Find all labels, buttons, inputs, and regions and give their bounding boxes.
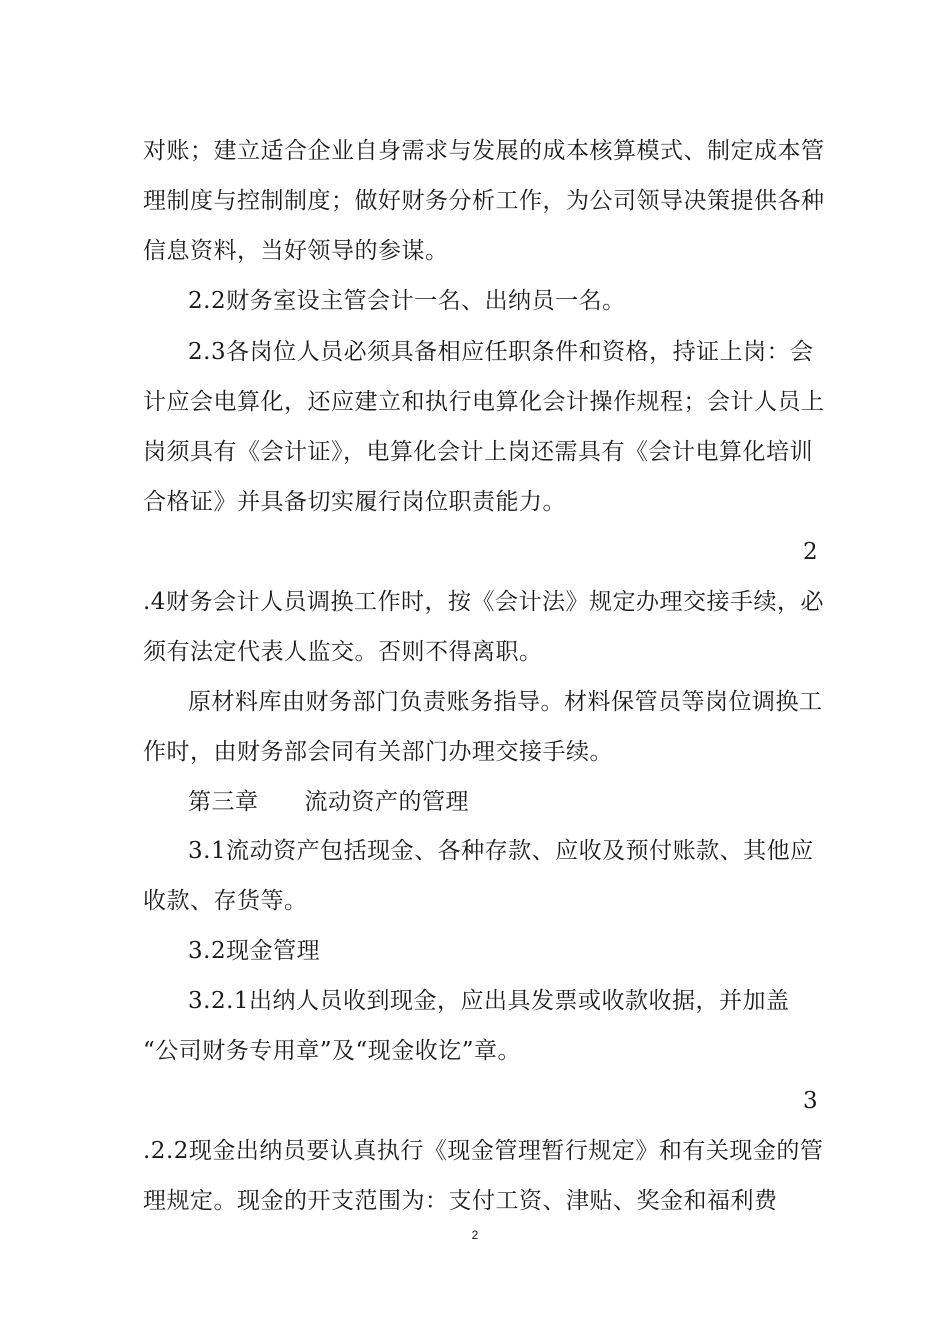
paragraph-line: 合格证》并具备切实履行岗位职责能力。 <box>143 489 566 515</box>
paragraph-line: 计应会电算化，还应建立和执行电算化会计操作规程；会计人员上 <box>143 389 825 415</box>
chapter-number: 第三章 <box>188 789 259 815</box>
page-number: 2 <box>471 1228 479 1242</box>
paragraph-line: 原材料库由财务部门负责账务指导。材料保管员等岗位调换工 <box>188 689 823 715</box>
paragraph-line: 须有法定代表人监交。否则不得离职。 <box>143 639 543 665</box>
paragraph-line: 作时，由财务部会同有关部门办理交接手续。 <box>143 739 613 765</box>
paragraph-line: 2.2财务室设主管会计一名、出纳员一名。 <box>188 288 626 314</box>
paragraph-line: 2.3各岗位人员必须具备相应任职条件和资格，持证上岗：会 <box>188 339 814 365</box>
split-section-number: 3 <box>803 1088 819 1114</box>
paragraph-line: 3.2.1出纳人员收到现金，应出具发票或收款收据，并加盖 <box>188 988 790 1014</box>
chapter-title: 流动资产的管理 <box>304 789 469 815</box>
paragraph-line: 信息资料，当好领导的参谋。 <box>143 238 449 264</box>
paragraph-line: .4财务会计人员调换工作时，按《会计法》规定办理交接手续，必 <box>143 589 824 615</box>
paragraph-line: 理制度与控制制度；做好财务分析工作，为公司领导决策提供各种 <box>143 188 825 214</box>
paragraph-line: 3.2现金管理 <box>188 938 321 964</box>
split-section-number: 2 <box>803 539 819 565</box>
paragraph-line: “公司财务专用章”及“现金收讫”章。 <box>143 1038 522 1064</box>
paragraph-line: 收款、存货等。 <box>143 888 308 914</box>
paragraph-line: 3.1流动资产包括现金、各种存款、应收及预付账款、其他应 <box>188 838 814 864</box>
paragraph-line: 理规定。现金的开支范围为：支付工资、津贴、奖金和福利费 <box>143 1188 778 1214</box>
paragraph-line: 岗须具有《会计证》，电算化会计上岗还需具有《会计电算化培训 <box>143 439 813 465</box>
chapter-heading <box>188 787 469 817</box>
paragraph-line: 对账；建立适合企业自身需求与发展的成本核算模式、制定成本管 <box>143 138 825 164</box>
paragraph-line: .2.2现金出纳员要认真执行《现金管理暂行规定》和有关现金的管 <box>143 1138 824 1164</box>
